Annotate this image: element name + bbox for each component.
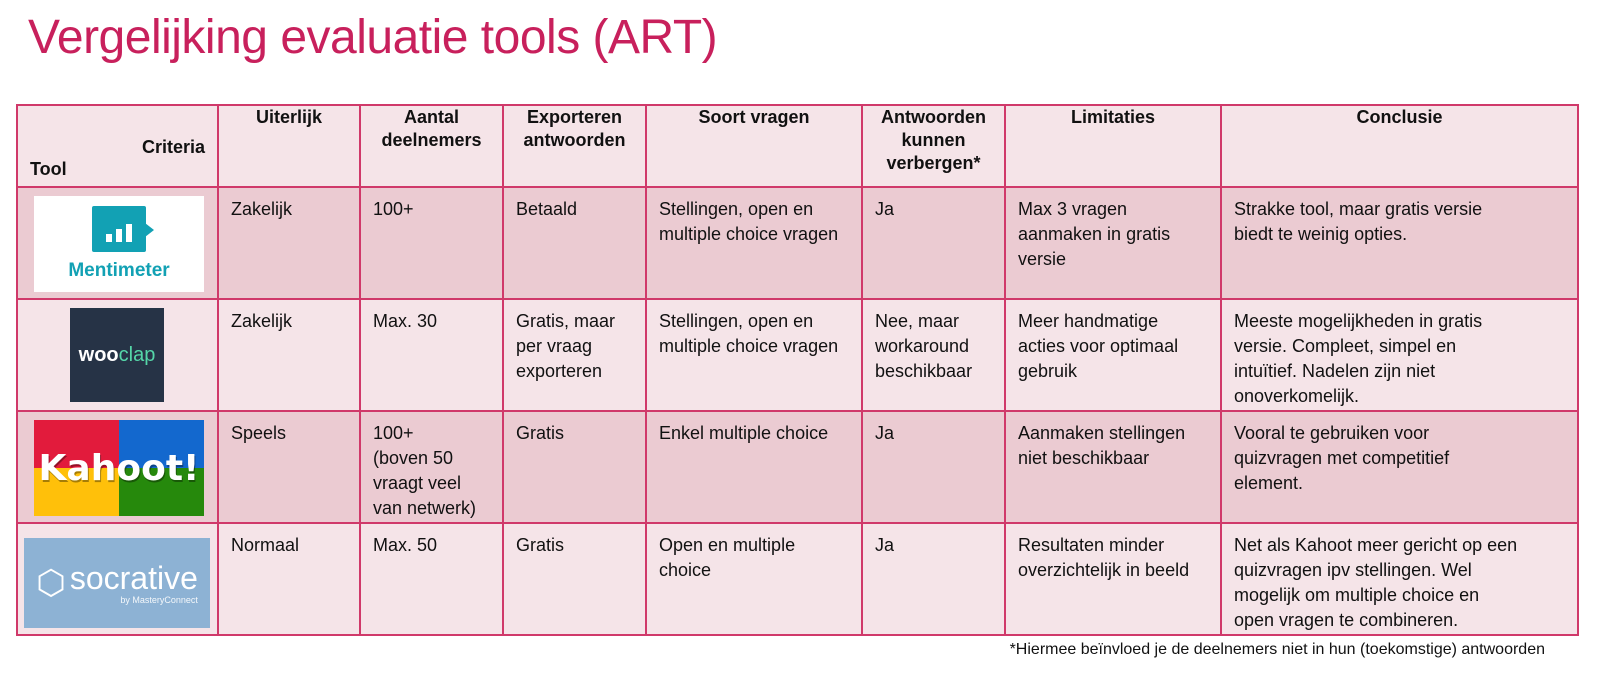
mentimeter-logo-icon: Mentimeter <box>34 196 204 292</box>
header-exporteren-antwoorden: Exporteren antwoorden <box>503 105 646 187</box>
cell-conclusie: Strakke tool, maar gratis versie biedt te weinig opties. <box>1221 187 1578 299</box>
cell-verbergen: Ja <box>862 523 1005 635</box>
cell-exporteren: Betaald <box>503 187 646 299</box>
tool-logo-cell <box>17 523 218 635</box>
cell-soort-vragen: Stellingen, open en multiple choice vragen <box>646 299 862 411</box>
header-row <box>17 105 1578 187</box>
table-row <box>17 299 1578 411</box>
page-title: Vergelijking evaluatie tools (ART) <box>28 11 718 64</box>
cell-verbergen: Ja <box>862 411 1005 523</box>
cell-uiterlijk: Normaal <box>218 523 360 635</box>
cell-deelnemers: 100+ (boven 50 vraagt veel van netwerk) <box>360 411 503 523</box>
cell-limitaties: Max 3 vragen aanmaken in gratis versie <box>1005 187 1221 299</box>
header-aantal-deelnemers: Aantal deelnemers <box>360 105 503 187</box>
cell-deelnemers: Max. 30 <box>360 299 503 411</box>
cell-exporteren: Gratis <box>503 411 646 523</box>
comparison-table <box>16 104 1579 636</box>
cell-exporteren: Gratis <box>503 523 646 635</box>
footnote: *Hiermee beïnvloed je de deelnemers niet in hun (toekomstige) antwoorden <box>1009 641 1545 658</box>
cell-limitaties: Aanmaken stellingen niet beschikbaar <box>1005 411 1221 523</box>
cell-conclusie: Net als Kahoot meer gericht op een quizvragen ipv stellingen. Wel mogelijk om multiple choice en open vragen te combineren. <box>1221 523 1578 635</box>
cell-limitaties: Resultaten minder overzichtelijk in beeld <box>1005 523 1221 635</box>
header-uiterlijk: Uiterlijk <box>218 105 360 187</box>
tool-logo-cell <box>17 299 218 411</box>
cell-deelnemers: Max. 50 <box>360 523 503 635</box>
header-conclusie: Conclusie <box>1221 105 1578 187</box>
header-soort-vragen: Soort vragen <box>646 105 862 187</box>
tool-label: Tool <box>30 159 67 179</box>
kahoot-logo-icon: Kahoot! <box>34 420 204 516</box>
cell-exporteren: Gratis, maar per vraag exporteren <box>503 299 646 411</box>
tool-logo-cell <box>17 411 218 523</box>
table-row <box>17 523 1578 635</box>
header-limitaties: Limitaties <box>1005 105 1221 187</box>
cell-verbergen: Nee, maar workaround beschikbaar <box>862 299 1005 411</box>
criteria-label: Criteria <box>141 137 205 157</box>
header-antwoorden-verbergen: Antwoorden kunnen verbergen* <box>862 105 1005 187</box>
table-row <box>17 187 1578 299</box>
cell-soort-vragen: Open en multiple choice <box>646 523 862 635</box>
cell-uiterlijk: Zakelijk <box>218 187 360 299</box>
corner-cell <box>17 105 218 187</box>
cell-soort-vragen: Enkel multiple choice <box>646 411 862 523</box>
cell-uiterlijk: Zakelijk <box>218 299 360 411</box>
cell-verbergen: Ja <box>862 187 1005 299</box>
cell-soort-vragen: Stellingen, open en multiple choice vragen <box>646 187 862 299</box>
cell-deelnemers: 100+ <box>360 187 503 299</box>
socrative-logo-icon: ⬡ socrative by MasteryConnect <box>24 538 210 628</box>
cell-conclusie: Meeste mogelijkheden in gratis versie. Compleet, simpel en intuïtief. Nadelen zijn niet onoverkomelijk. <box>1221 299 1578 411</box>
wooclap-logo-icon: woo clap <box>70 308 164 402</box>
tool-logo-cell <box>17 187 218 299</box>
cell-conclusie: Vooral te gebruiken voor quizvragen met competitief element. <box>1221 411 1578 523</box>
table-row <box>17 411 1578 523</box>
cell-limitaties: Meer handmatige acties voor optimaal gebruik <box>1005 299 1221 411</box>
cell-uiterlijk: Speels <box>218 411 360 523</box>
